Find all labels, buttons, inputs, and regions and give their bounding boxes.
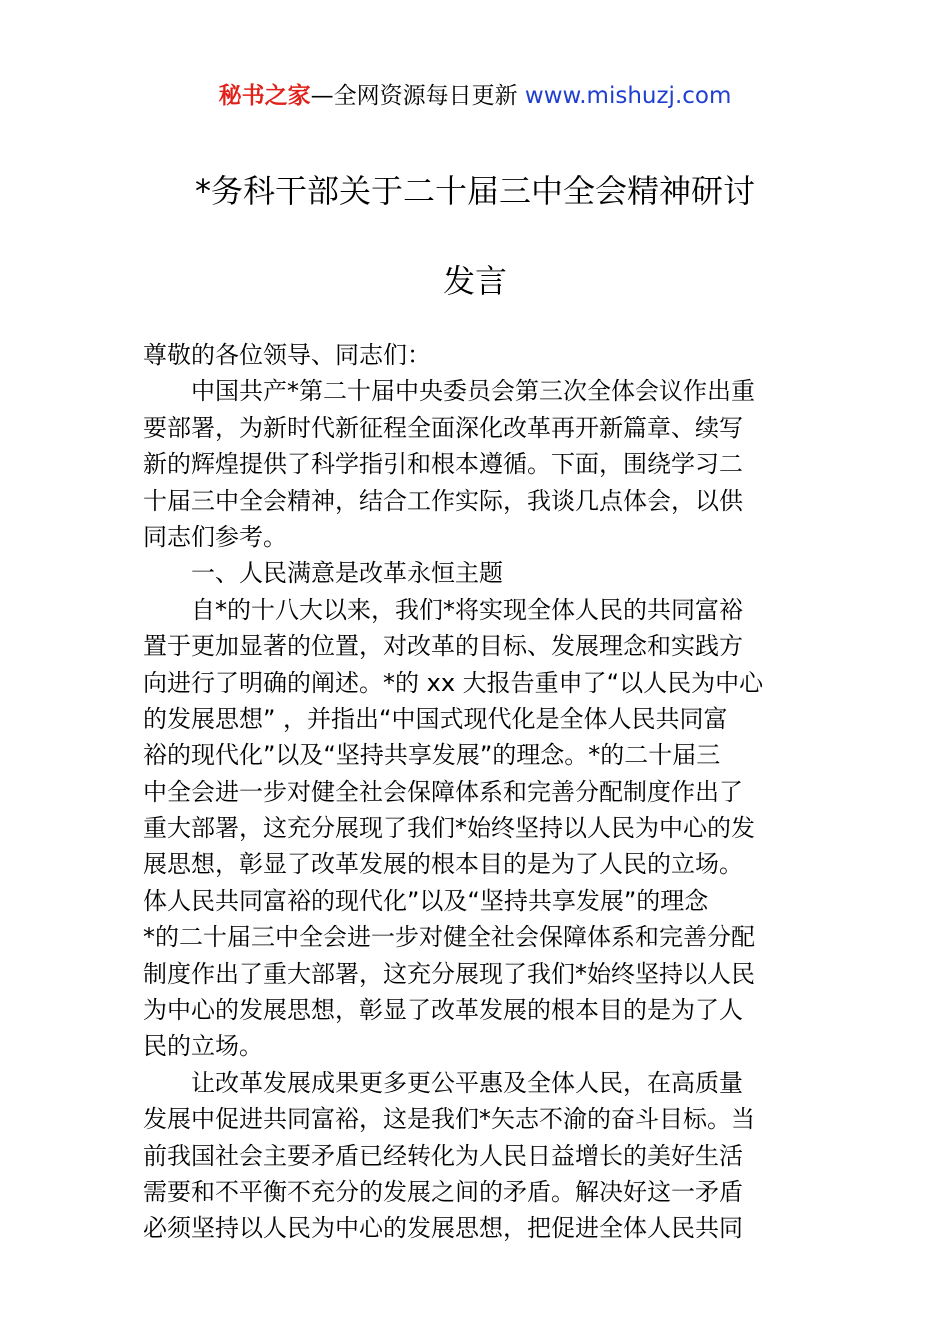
body-line: 需要和不平衡不充分的发展之间的矛盾。解决好这一矛盾 [143, 1177, 743, 1206]
title-line-1: *务科干部关于二十届三中全会精神研讨 [194, 172, 755, 210]
body-line: 同志们参考。 [143, 522, 287, 551]
site-header [0, 80, 950, 112]
body-line: 发展中促进共同富裕，这是我们*矢志不渝的奋斗目标。当 [143, 1105, 755, 1134]
body-line: 展思想，彰显了改革发展的根本目的是为了人民的立场。 [143, 850, 743, 879]
body-line: 重大部署，这充分展现了我们*始终坚持以人民为中心的发 [143, 814, 755, 843]
body-line: 中全会进一步对健全社会保障体系和完善分配制度作出了 [143, 777, 743, 806]
brand-name: 秘书之家 [218, 83, 311, 109]
document-body [143, 337, 807, 1247]
body-line: 中国共产*第二十届中央委员会第三次全体会议作出重 [191, 377, 755, 406]
salutation: 尊敬的各位领导、同志们： [143, 341, 431, 369]
body-line: 十届三中全会精神，结合工作实际，我谈几点体会，以供 [143, 486, 743, 515]
body-line: 新的辉煌提供了科学指引和根本遵循。下面，围绕学习二 [143, 450, 743, 479]
header-tagline: —全网资源每日更新 [310, 83, 518, 109]
body-line: *的二十届三中全会进一步对健全社会保障体系和完善分配 [143, 923, 755, 952]
body-line: 向进行了明确的阐述。*的 xx 大报告重申了“以人民为中心 [143, 668, 764, 697]
body-line: 必须坚持以人民为中心的发展思想，把促进全体人民共同 [143, 1214, 743, 1243]
body-line: 让改革发展成果更多更公平惠及全体人民，在高质量 [191, 1068, 743, 1097]
body-line: 要部署，为新时代新征程全面深化改革再开新篇章、续写 [143, 413, 743, 442]
section-heading: 一、人民满意是改革永恒主题 [191, 559, 503, 588]
site-url-link[interactable]: www.mishuzj.com [524, 83, 732, 109]
body-line: 置于更加显著的位置，对改革的目标、发展理念和实践方 [143, 632, 743, 661]
body-line: 制度作出了重大部署，这充分展现了我们*始终坚持以人民 [143, 959, 755, 988]
body-line: 为中心的发展思想，彰显了改革发展的根本目的是为了人 [143, 996, 743, 1025]
body-line: 自*的十八大以来，我们*将实现全体人民的共同富裕 [191, 595, 743, 624]
body-line: 的发展思想” ，并指出“中国式现代化是全体人民共同富 [143, 704, 728, 733]
body-line: 裕的现代化”以及“坚持共享发展”的理念。*的二十届三 [143, 741, 721, 770]
title-line-2: 发言 [442, 262, 507, 300]
body-line: 前我国社会主要矛盾已经转化为人民日益增长的美好生活 [143, 1141, 743, 1170]
document-title [120, 146, 830, 326]
body-line: 民的立场。 [143, 1032, 263, 1061]
body-line: 体人民共同富裕的现代化”以及“坚持共享发展”的理念 [143, 886, 709, 915]
